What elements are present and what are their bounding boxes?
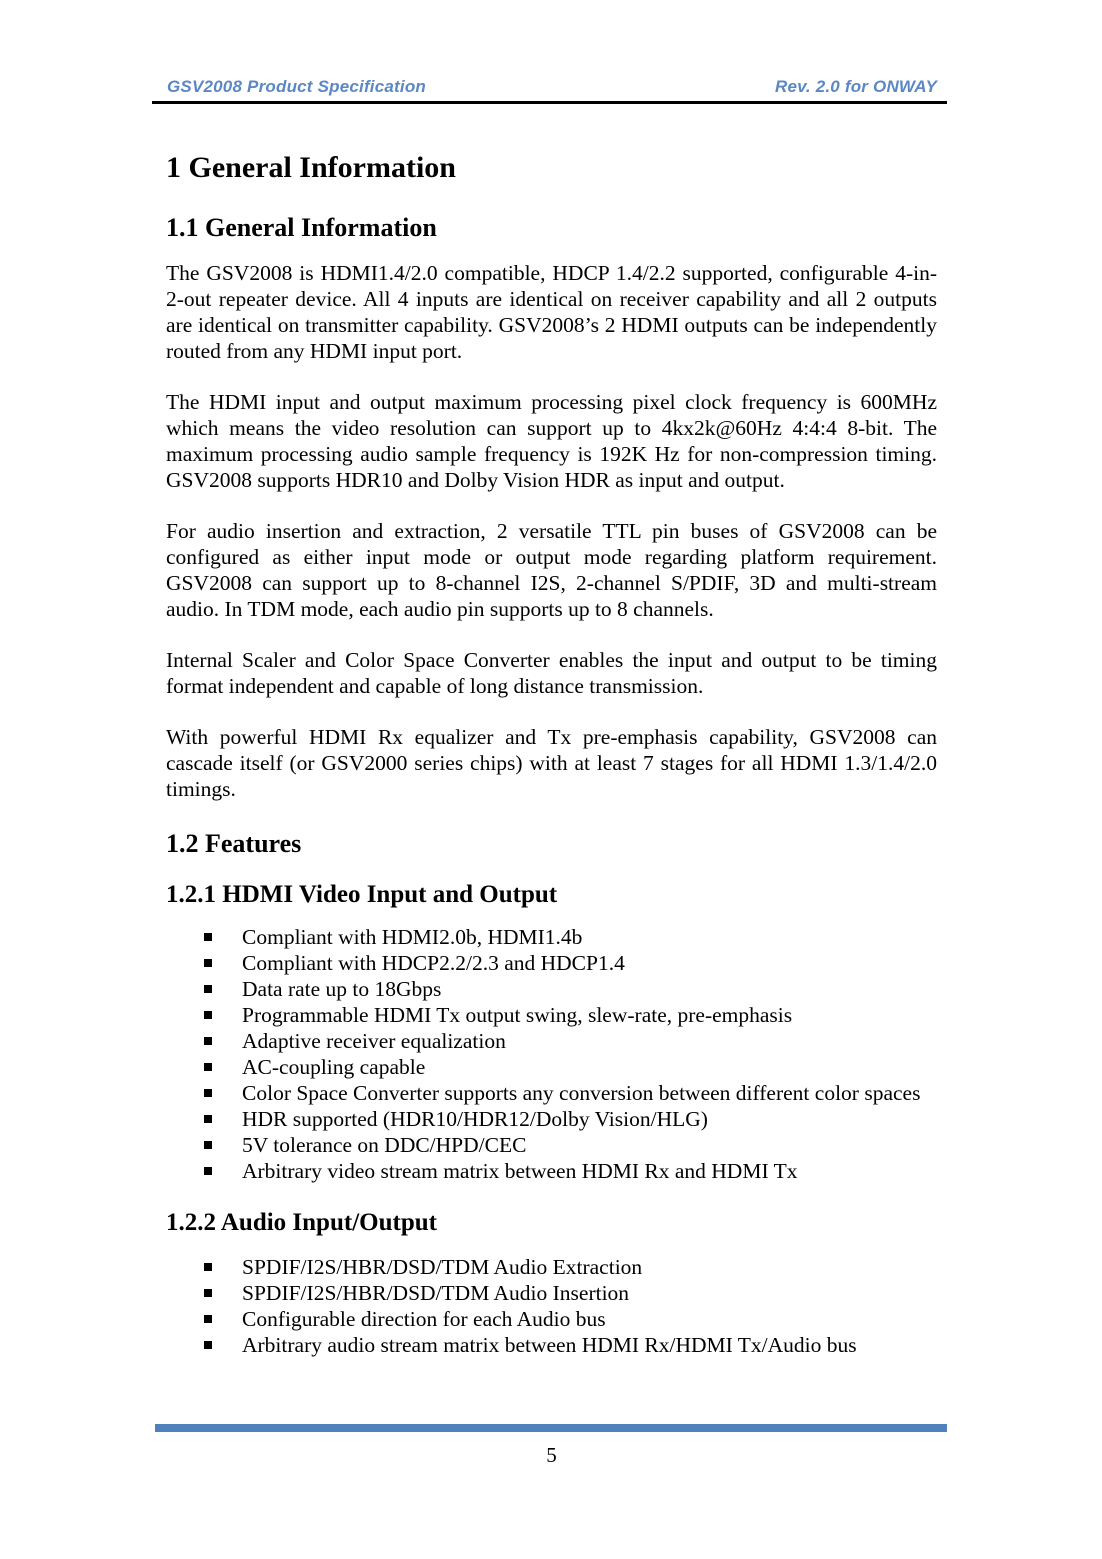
list-item: 5V tolerance on DDC/HPD/CEC <box>166 1132 937 1158</box>
list-item: Arbitrary video stream matrix between HDMI Rx and HDMI Tx <box>166 1158 937 1184</box>
document-body <box>166 136 937 1358</box>
list-item: Compliant with HDMI2.0b, HDMI1.4b <box>166 924 937 950</box>
section-title-1-1: 1.1 General Information <box>166 213 437 242</box>
square-bullet-icon <box>204 1167 212 1175</box>
square-bullet-icon <box>204 1063 212 1071</box>
header-revision-label: Rev. 2.0 for ONWAY <box>775 77 937 96</box>
list-item: AC-coupling capable <box>166 1054 937 1080</box>
square-bullet-icon <box>204 1263 212 1271</box>
page-number: 5 <box>546 1443 557 1467</box>
square-bullet-icon <box>204 1141 212 1149</box>
square-bullet-icon <box>204 985 212 993</box>
list-item: Configurable direction for each Audio bus <box>166 1306 937 1332</box>
square-bullet-icon <box>204 933 212 941</box>
list-item: SPDIF/I2S/HBR/DSD/TDM Audio Insertion <box>166 1280 937 1306</box>
page-header <box>167 77 937 97</box>
header-product-title: GSV2008 Product Specification <box>167 77 426 96</box>
list-item: SPDIF/I2S/HBR/DSD/TDM Audio Extraction <box>166 1254 937 1280</box>
paragraph-general-1: The GSV2008 is HDMI1.4/2.0 compatible, HDCP 1.4/2.2 supported, configurable 4-in-2-out repeater device. All 4 inputs are identical on receiver capability and all 2 outputs are identical on transmitter capability. GSV2008’s 2 HDMI outputs can be independently routed from any HDMI input port. <box>166 261 937 363</box>
square-bullet-icon <box>204 1289 212 1297</box>
paragraph-general-2: The HDMI input and output maximum processing pixel clock frequency is 600MHz which means the video resolution can support up to 4kx2k@60Hz 4:4:4 8-bit. The maximum processing audio sample frequency is 192K Hz for non-compression timing. GSV2008 supports HDR10 and Dolby Vision HDR as input and output. <box>166 390 937 492</box>
square-bullet-icon <box>204 1037 212 1045</box>
square-bullet-icon <box>204 1115 212 1123</box>
list-item: Arbitrary audio stream matrix between HDMI Rx/HDMI Tx/Audio bus <box>166 1332 937 1358</box>
audio-feature-list <box>166 1254 937 1358</box>
section-title-1-2-2: 1.2.2 Audio Input/Output <box>166 1209 437 1236</box>
list-item: Adaptive receiver equalization <box>166 1028 937 1054</box>
list-item: Data rate up to 18Gbps <box>166 976 937 1002</box>
paragraph-general-3: For audio insertion and extraction, 2 versatile TTL pin buses of GSV2008 can be configured as either input mode or output mode regarding platform requirement. GSV2008 can support up to 8-channel I2S, 2-channel S/PDIF, 3D and multi-stream audio. In TDM mode, each audio pin supports up to 8 channels. <box>166 519 937 621</box>
hdmi-video-feature-list <box>166 924 937 1184</box>
paragraph-general-5: With powerful HDMI Rx equalizer and Tx pre-emphasis capability, GSV2008 can cascade itself (or GSV2000 series chips) with at least 7 stages for all HDMI 1.3/1.4/2.0 timings. <box>166 725 937 801</box>
square-bullet-icon <box>204 959 212 967</box>
square-bullet-icon <box>204 1011 212 1019</box>
footer-rule <box>155 1424 947 1432</box>
header-rule <box>152 101 947 104</box>
section-title-1-2: 1.2 Features <box>166 829 302 858</box>
section-title-1: 1 General Information <box>166 151 456 184</box>
section-title-1-2-1: 1.2.1 HDMI Video Input and Output <box>166 881 558 908</box>
square-bullet-icon <box>204 1341 212 1349</box>
list-item: HDR supported (HDR10/HDR12/Dolby Vision/HLG) <box>166 1106 937 1132</box>
list-item: Compliant with HDCP2.2/2.3 and HDCP1.4 <box>166 950 937 976</box>
list-item: Programmable HDMI Tx output swing, slew-rate, pre-emphasis <box>166 1002 937 1028</box>
paragraph-general-4: Internal Scaler and Color Space Converter enables the input and output to be timing format independent and capable of long distance transmission. <box>166 648 937 698</box>
list-item: Color Space Converter supports any conversion between different color spaces <box>166 1080 937 1106</box>
square-bullet-icon <box>204 1089 212 1097</box>
square-bullet-icon <box>204 1315 212 1323</box>
